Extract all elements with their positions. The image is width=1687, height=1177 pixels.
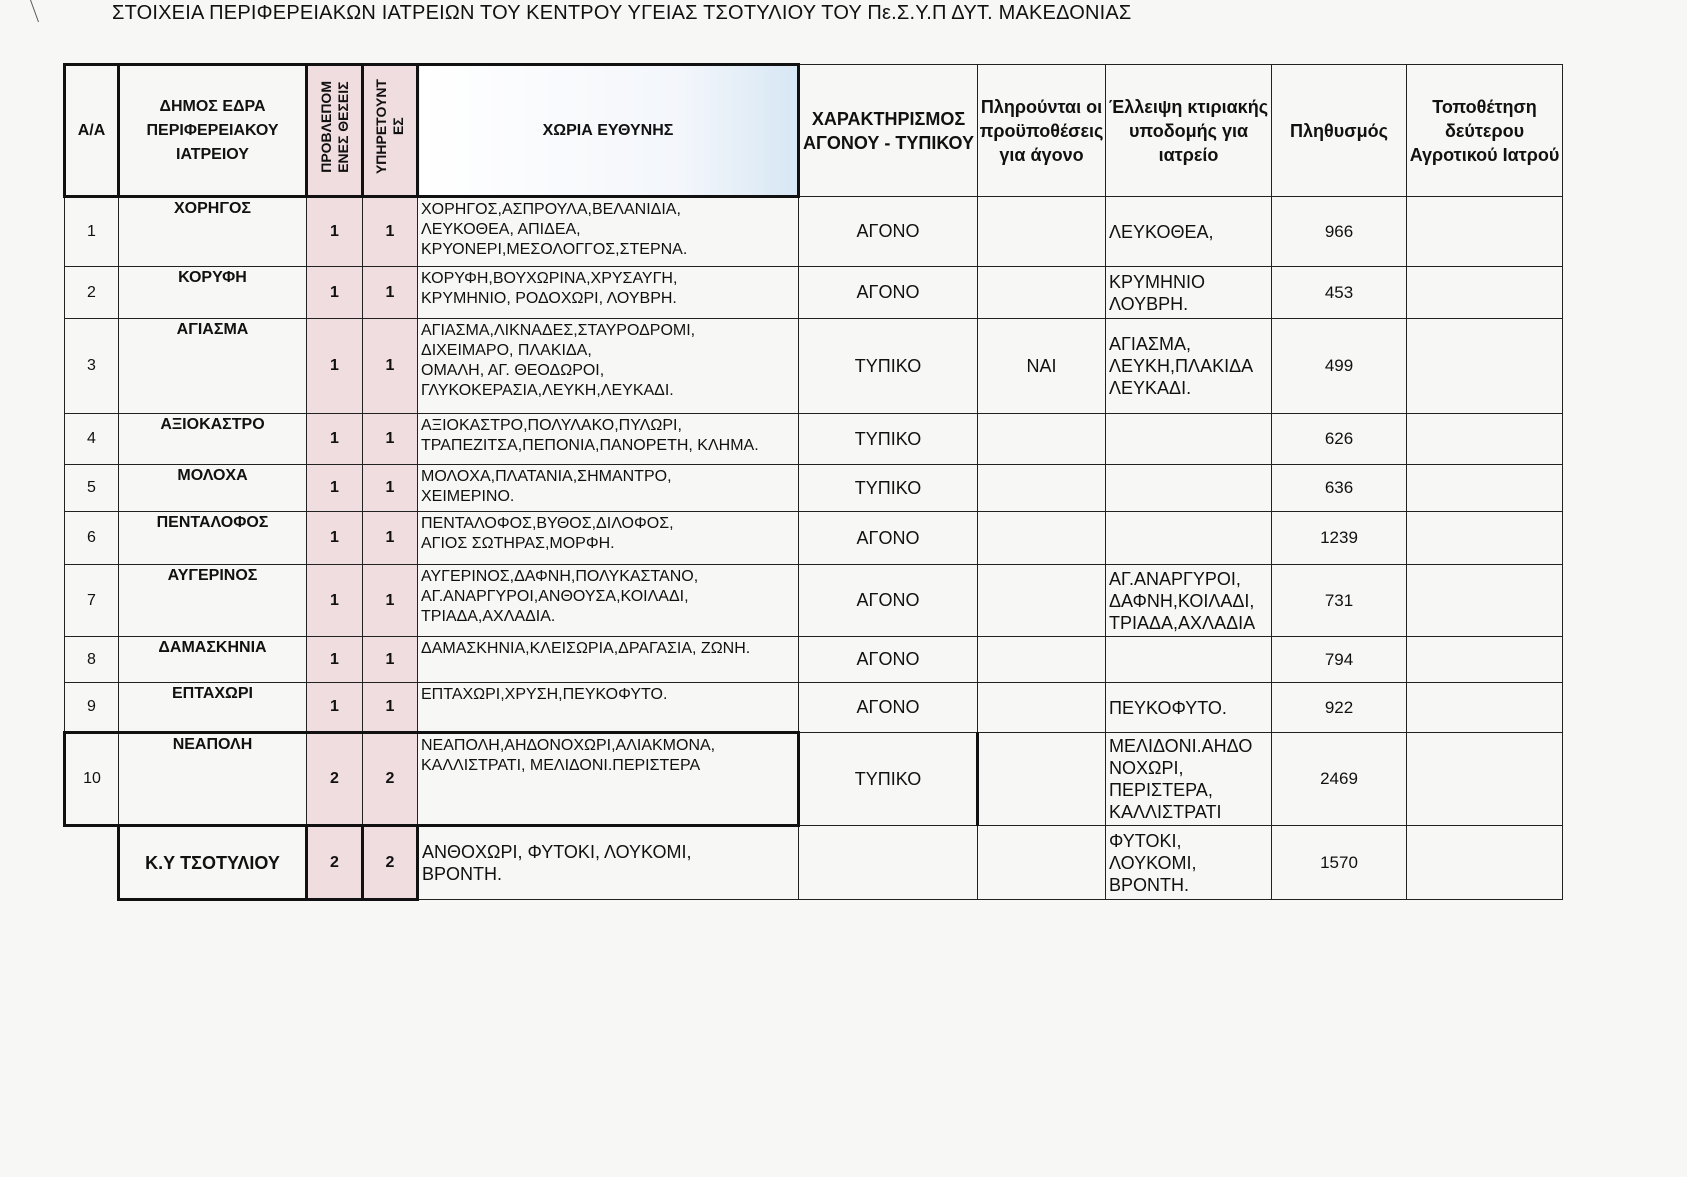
- row-second-doctor: [1407, 683, 1563, 733]
- row-second-doctor: [1407, 565, 1563, 637]
- row-characterization: ΑΓΟΝΟ: [799, 512, 978, 565]
- row-population: 731: [1272, 565, 1407, 637]
- row-ypiretountes: 1: [363, 637, 418, 683]
- row-conditions: [978, 197, 1106, 267]
- row-villages: ΑΞΙΟΚΑΣΤΡΟ,ΠΟΛΥΛΑΚΟ,ΠΥΛΩΡΙ, ΤΡΑΠΕΖΙΤΣΑ,ΠΕΠΟΝΙΑ,ΠΑΝΟΡΕΤΗ, ΚΛΗΜΑ.: [418, 414, 799, 465]
- row-dimos: ΔΑΜΑΣΚΗΝΙΑ: [119, 637, 307, 683]
- header-characterization: ΧΑΡΑΚΤΗΡΙΣΜΟΣ ΑΓΟΝΟΥ - ΤΥΠΙΚΟΥ: [799, 65, 978, 197]
- row-aa: 3: [65, 319, 119, 414]
- row-conditions: [978, 414, 1106, 465]
- row-population: 636: [1272, 465, 1407, 512]
- summary-population: 1570: [1272, 826, 1407, 900]
- summary-provlepomenes: 2: [307, 826, 363, 900]
- row-second-doctor: [1407, 319, 1563, 414]
- summary-blank: [65, 826, 119, 900]
- header-row: [65, 65, 1563, 197]
- row-ypiretountes: 1: [363, 414, 418, 465]
- header-conditions: Πληρούνται οι προϋποθέσεις για άγονο: [978, 65, 1106, 197]
- row-second-doctor: [1407, 414, 1563, 465]
- row-characterization: ΤΥΠΙΚΟ: [799, 414, 978, 465]
- row-dimos: ΕΠΤΑΧΩΡΙ: [119, 683, 307, 733]
- row-aa: 2: [65, 267, 119, 319]
- row-villages: ΑΥΓΕΡΙΝΟΣ,ΔΑΦΝΗ,ΠΟΛΥΚΑΣΤΑΝΟ, ΑΓ.ΑΝΑΡΓΥΡΟΙ,ΑΝΘΟΥΣΑ,ΚΟΙΛΑΔΙ, ΤΡΙΑΔΑ,ΑΧΛΑΔΙΑ.: [418, 565, 799, 637]
- header-provlepomenes-text: ΠΡΟΒΛΕΠΟΜ ΕΝΕΣ ΘΕΣΕΙΣ: [317, 80, 351, 173]
- row-dimos: ΑΞΙΟΚΑΣΤΡΟ: [119, 414, 307, 465]
- row-villages: ΑΓΙΑΣΜΑ,ΛΙΚΝΑΔΕΣ,ΣΤΑΥΡΟΔΡΟΜΙ, ΔΙΧΕΙΜΑΡΟ, ΠΛΑΚΙΔΑ, ΟΜΑΛΗ, ΑΓ. ΘΕΟΔΩΡΟΙ, ΓΛΥΚΟΚΕΡΑΣΙΑ,ΛΕΥΚΗ,ΛΕΥΚΑΔΙ.: [418, 319, 799, 414]
- row-provlepomenes: 1: [307, 465, 363, 512]
- row-provlepomenes: 1: [307, 565, 363, 637]
- row-second-doctor: [1407, 512, 1563, 565]
- row-lack: ΜΕΛΙΔΟΝΙ.ΑΗΔΟ ΝΟΧΩΡΙ, ΠΕΡΙΣΤΕΡΑ, ΚΑΛΛΙΣΤΡΑΤΙ: [1106, 733, 1272, 826]
- row-dimos: ΠΕΝΤΑΛΟΦΟΣ: [119, 512, 307, 565]
- row-lack: ΑΓ.ΑΝΑΡΓΥΡΟΙ, ΔΑΦΝΗ,ΚΟΙΛΑΔΙ, ΤΡΙΑΔΑ,ΑΧΛΑΔΙΑ: [1106, 565, 1272, 637]
- row-lack: ΛΕΥΚΟΘΕΑ,: [1106, 197, 1272, 267]
- row-population: 626: [1272, 414, 1407, 465]
- row-dimos: ΚΟΡΥΦΗ: [119, 267, 307, 319]
- scan-corner-mark: [30, 0, 53, 22]
- table-row: [65, 319, 1563, 414]
- table-body: [65, 197, 1563, 900]
- row-second-doctor: [1407, 197, 1563, 267]
- row-lack: [1106, 465, 1272, 512]
- row-population: 453: [1272, 267, 1407, 319]
- row-lack: [1106, 512, 1272, 565]
- row-ypiretountes: 1: [363, 319, 418, 414]
- header-population: Πληθυσμός: [1272, 65, 1407, 197]
- row-lack: ΠΕΥΚΟΦΥΤΟ.: [1106, 683, 1272, 733]
- row-provlepomenes: 1: [307, 637, 363, 683]
- row-lack: ΚΡΥΜΗΝΙΟ ΛΟΥΒΡΗ.: [1106, 267, 1272, 319]
- page-title: ΣΤΟΙΧΕΙΑ ΠΕΡΙΦΕΡΕΙΑΚΩΝ ΙΑΤΡΕΙΩΝ ΤΟΥ ΚΕΝΤΡΟΥ ΥΓΕΙΑΣ ΤΣΟΤΥΛΙΟΥ ΤΟΥ Πε.Σ.Υ.Π ΔΥΤ. ΜΑΚΕΔΟΝΙΑΣ: [112, 2, 1132, 24]
- row-ypiretountes: 2: [363, 733, 418, 826]
- row-lack: ΑΓΙΑΣΜΑ, ΛΕΥΚΗ,ΠΛΑΚΙΔΑ ΛΕΥΚΑΔΙ.: [1106, 319, 1272, 414]
- row-ypiretountes: 1: [363, 512, 418, 565]
- table-row: [65, 267, 1563, 319]
- row-aa: 9: [65, 683, 119, 733]
- row-population: 2469: [1272, 733, 1407, 826]
- row-lack: [1106, 414, 1272, 465]
- row-characterization: ΑΓΟΝΟ: [799, 683, 978, 733]
- row-villages: ΕΠΤΑΧΩΡΙ,ΧΡΥΣΗ,ΠΕΥΚΟΦΥΤΟ.: [418, 683, 799, 733]
- header-second-doctor: Τοποθέτηση δεύτερου Αγροτικού Ιατρού: [1407, 65, 1563, 197]
- row-villages: ΚΟΡΥΦΗ,ΒΟΥΧΩΡΙΝΑ,ΧΡΥΣΑΥΓΗ, ΚΡΥΜΗΝΙΟ, ΡΟΔΟΧΩΡΙ, ΛΟΥΒΡΗ.: [418, 267, 799, 319]
- summary-dimos: Κ.Υ ΤΣΟΤΥΛΙΟΥ: [119, 826, 307, 900]
- row-aa: 6: [65, 512, 119, 565]
- summary-lack: ΦΥΤΟΚΙ, ΛΟΥΚΟΜΙ, ΒΡΟΝΤΗ.: [1106, 826, 1272, 900]
- row-aa: 10: [65, 733, 119, 826]
- row-second-doctor: [1407, 637, 1563, 683]
- row-aa: 8: [65, 637, 119, 683]
- row-population: 1239: [1272, 512, 1407, 565]
- clinics-table: [63, 63, 1563, 901]
- row-dimos: ΜΟΛΟΧΑ: [119, 465, 307, 512]
- row-conditions: [978, 637, 1106, 683]
- row-conditions: [978, 465, 1106, 512]
- row-villages: ΔΑΜΑΣΚΗΝΙΑ,ΚΛΕΙΣΩΡΙΑ,ΔΡΑΓΑΣΙΑ, ΖΩΝΗ.: [418, 637, 799, 683]
- row-characterization: ΑΓΟΝΟ: [799, 565, 978, 637]
- row-provlepomenes: 1: [307, 319, 363, 414]
- row-villages: ΜΟΛΟΧΑ,ΠΛΑΤΑΝΙΑ,ΣΗΜΑΝΤΡΟ, ΧΕΙΜΕΡΙΝΟ.: [418, 465, 799, 512]
- row-population: 966: [1272, 197, 1407, 267]
- row-provlepomenes: 1: [307, 197, 363, 267]
- header-ypiretountes-text: ΥΠΗΡΕΤΟΥΝΤ ΕΣ: [373, 78, 406, 175]
- row-characterization: ΤΥΠΙΚΟ: [799, 319, 978, 414]
- row-second-doctor: [1407, 465, 1563, 512]
- row-conditions: [978, 565, 1106, 637]
- row-conditions: [978, 267, 1106, 319]
- row-ypiretountes: 1: [363, 197, 418, 267]
- row-characterization: ΑΓΟΝΟ: [799, 267, 978, 319]
- row-dimos: ΝΕΑΠΟΛΗ: [119, 733, 307, 826]
- row-villages: ΝΕΑΠΟΛΗ,ΑΗΔΟΝΟΧΩΡΙ,ΑΛΙΑΚΜΟΝΑ, ΚΑΛΛΙΣΤΡΑΤΙ, ΜΕΛΙΔΟΝΙ.ΠΕΡΙΣΤΕΡΑ: [418, 733, 799, 826]
- header-provlepomenes: [307, 65, 363, 197]
- row-second-doctor: [1407, 733, 1563, 826]
- row-provlepomenes: 1: [307, 414, 363, 465]
- table-row: [65, 565, 1563, 637]
- table-row: [65, 197, 1563, 267]
- row-characterization: ΤΥΠΙΚΟ: [799, 733, 978, 826]
- row-conditions: ΝΑΙ: [978, 319, 1106, 414]
- table-row: [65, 683, 1563, 733]
- table-row: [65, 512, 1563, 565]
- row-villages: ΠΕΝΤΑΛΟΦΟΣ,ΒΥΘΟΣ,ΔΙΛΟΦΟΣ, ΑΓΙΟΣ ΣΩΤΗΡΑΣ,ΜΟΡΦΗ.: [418, 512, 799, 565]
- summary-villages: ΑΝΘΟΧΩΡΙ, ΦΥΤΟΚΙ, ΛΟΥΚΟΜΙ, ΒΡΟΝΤΗ.: [418, 826, 799, 900]
- table-row: [65, 465, 1563, 512]
- row-population: 922: [1272, 683, 1407, 733]
- row-provlepomenes: 1: [307, 683, 363, 733]
- row-aa: 1: [65, 197, 119, 267]
- row-ypiretountes: 1: [363, 565, 418, 637]
- row-aa: 7: [65, 565, 119, 637]
- row-characterization: ΤΥΠΙΚΟ: [799, 465, 978, 512]
- row-conditions: [978, 683, 1106, 733]
- row-second-doctor: [1407, 267, 1563, 319]
- summary-ypiretountes: 2: [363, 826, 418, 900]
- table-row: [65, 733, 1563, 826]
- row-characterization: ΑΓΟΝΟ: [799, 197, 978, 267]
- row-aa: 5: [65, 465, 119, 512]
- row-provlepomenes: 1: [307, 267, 363, 319]
- row-lack: [1106, 637, 1272, 683]
- row-characterization: ΑΓΟΝΟ: [799, 637, 978, 683]
- row-population: 499: [1272, 319, 1407, 414]
- row-provlepomenes: 1: [307, 512, 363, 565]
- summary-conditions: [978, 826, 1106, 900]
- row-conditions: [978, 733, 1106, 826]
- row-villages: ΧΟΡΗΓΟΣ,ΑΣΠΡΟΥΛΑ,ΒΕΛΑΝΙΔΙΑ, ΛΕΥΚΟΘΕΑ, ΑΠΙΔΕΑ, ΚΡΥΟΝΕΡΙ,ΜΕΣΟΛΟΓΓΟΣ,ΣΤΕΡΝΑ.: [418, 197, 799, 267]
- summary-second-doctor: [1407, 826, 1563, 900]
- summary-characterization: [799, 826, 978, 900]
- row-population: 794: [1272, 637, 1407, 683]
- header-villages: ΧΩΡΙΑ ΕΥΘΥΝΗΣ: [418, 65, 799, 197]
- row-ypiretountes: 1: [363, 267, 418, 319]
- summary-row: [65, 826, 1563, 900]
- row-dimos: ΧΟΡΗΓΟΣ: [119, 197, 307, 267]
- table-row: [65, 414, 1563, 465]
- table-row: [65, 637, 1563, 683]
- row-dimos: ΑΥΓΕΡΙΝΟΣ: [119, 565, 307, 637]
- header-lack: Έλλειψη κτιριακής υποδομής για ιατρείο: [1106, 65, 1272, 197]
- header-dimos: ΔΗΜΟΣ ΕΔΡΑ ΠΕΡΙΦΕΡΕΙΑΚΟΥ ΙΑΤΡΕΙΟΥ: [119, 65, 307, 197]
- header-ypiretountes: [363, 65, 418, 197]
- row-conditions: [978, 512, 1106, 565]
- row-dimos: ΑΓΙΑΣΜΑ: [119, 319, 307, 414]
- row-provlepomenes: 2: [307, 733, 363, 826]
- row-ypiretountes: 1: [363, 683, 418, 733]
- header-aa: Α/Α: [65, 65, 119, 197]
- row-ypiretountes: 1: [363, 465, 418, 512]
- row-aa: 4: [65, 414, 119, 465]
